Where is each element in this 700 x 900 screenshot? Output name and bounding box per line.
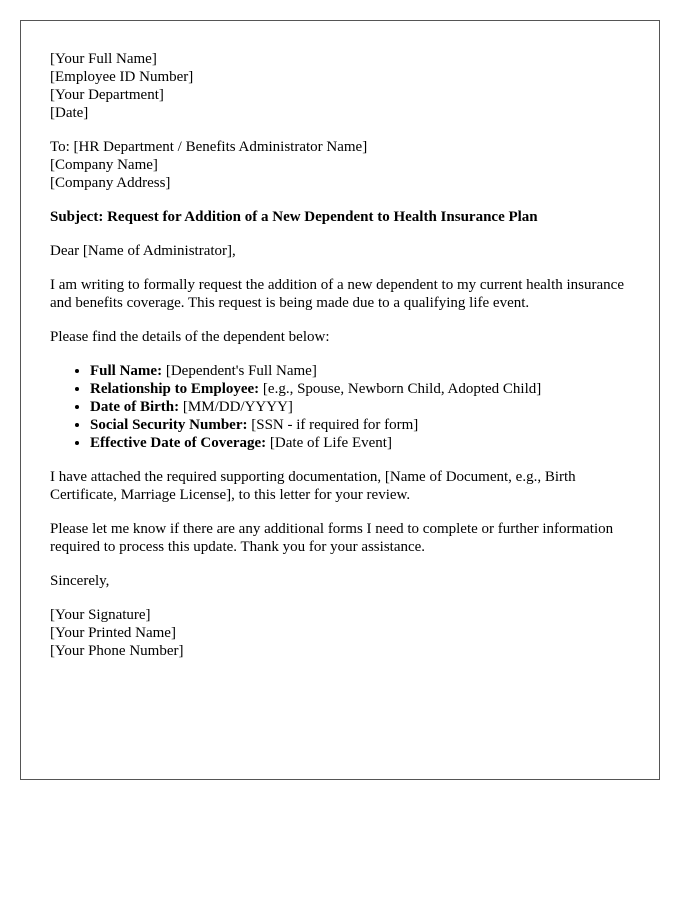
closing-request-paragraph: Please let me know if there are any additional forms I need to complete or further information required to process this update. Thank you for your assistance. [50, 521, 614, 555]
signoff: Sincerely, [50, 573, 110, 589]
detail-value: [MM/DD/YYYY] [179, 399, 293, 415]
recipient-to: To: [HR Department / Benefits Administrator Name] [50, 139, 368, 155]
subject-line: Subject: Request for Addition of a New Dependent to Health Insurance Plan [50, 209, 538, 225]
intro-paragraph: I am writing to formally request the addition of a new dependent to my current health insurance and benefits coverage. This request is being made due to a qualifying life event. [50, 277, 624, 311]
detail-label: Relationship to Employee: [90, 381, 260, 397]
letter-date: [Date] [50, 105, 89, 121]
detail-date-of-birth [90, 398, 635, 416]
dependent-details-list [50, 362, 635, 452]
printed-name: [Your Printed Name] [50, 625, 176, 641]
sender-name: [Your Full Name] [50, 51, 157, 67]
detail-label: Social Security Number: [90, 417, 248, 433]
letter-body [50, 50, 635, 676]
detail-effective-date [90, 434, 635, 452]
detail-relationship [90, 380, 635, 398]
signature-line: [Your Signature] [50, 607, 151, 623]
salutation: Dear [Name of Administrator], [50, 243, 236, 259]
recipient-block [50, 138, 635, 192]
documentation-paragraph: I have attached the required supporting documentation, [Name of Document, e.g., Birth Certificate, Marriage License], to this letter for your review. [50, 469, 576, 503]
detail-value: [Dependent's Full Name] [162, 363, 317, 379]
letter-page [20, 20, 660, 780]
phone-number: [Your Phone Number] [50, 643, 184, 659]
signature-block [50, 606, 635, 660]
detail-label: Date of Birth: [90, 399, 180, 415]
detail-value: [e.g., Spouse, Newborn Child, Adopted Child] [259, 381, 542, 397]
detail-label: Full Name: [90, 363, 163, 379]
details-intro: Please find the details of the dependent below: [50, 329, 330, 345]
sender-block [50, 50, 635, 122]
detail-value: [SSN - if required for form] [247, 417, 419, 433]
detail-label: Effective Date of Coverage: [90, 435, 267, 451]
detail-value: [Date of Life Event] [266, 435, 392, 451]
sender-employee-id: [Employee ID Number] [50, 69, 194, 85]
recipient-address: [Company Address] [50, 175, 171, 191]
sender-department: [Your Department] [50, 87, 164, 103]
recipient-company: [Company Name] [50, 157, 158, 173]
detail-ssn [90, 416, 635, 434]
detail-full-name [90, 362, 635, 380]
